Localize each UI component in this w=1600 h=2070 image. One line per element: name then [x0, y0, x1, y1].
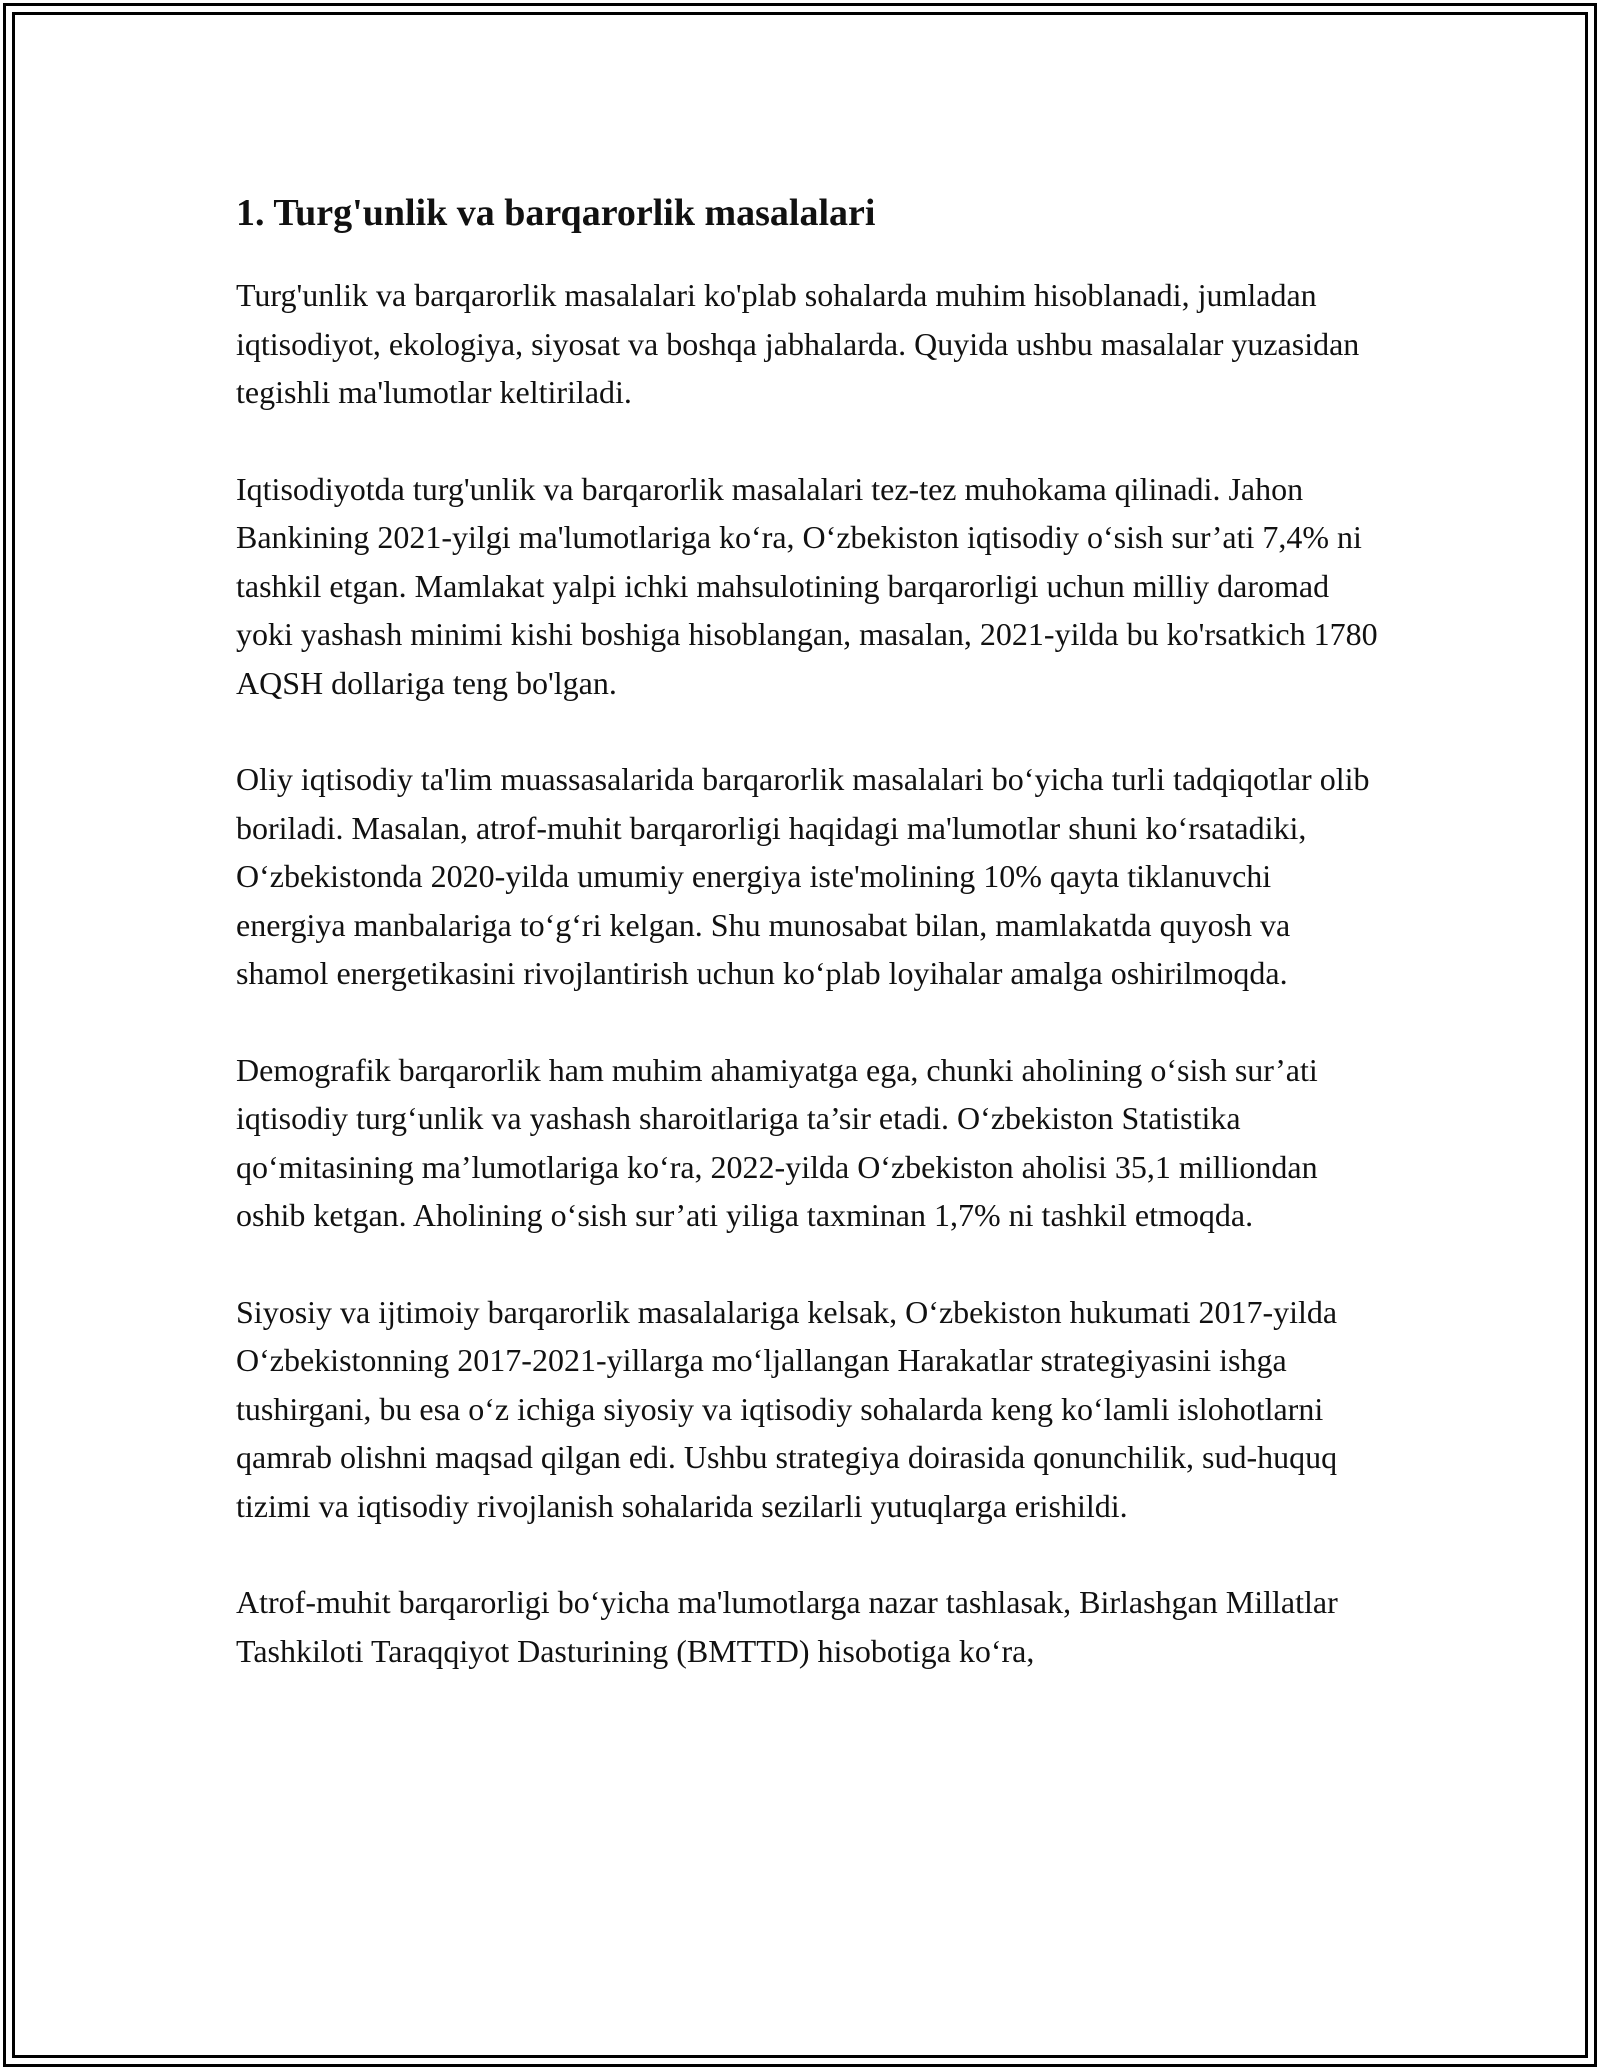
- paragraph-environment-undp: Atrof-muhit barqarorligi bo‘yicha ma'lumotlarga nazar tashlasak, Birlashgan Millatlar Tashkiloti Taraqqiyot Dasturining (BMTTD) hisobotiga ko‘ra,: [236, 1584, 1338, 1669]
- document-body: [236, 185, 1386, 1723]
- paragraph-economy: Iqtisodiyotda turg'unlik va barqarorlik masalalari tez-tez muhokama qilinadi. Jahon Bankining 2021-yilgi ma'lumotlariga ko‘ra, O‘zbekiston iqtisodiy o‘sish sur’ati 7,4% ni tashkil etgan. Mamlakat yalpi ichki mahsulotining barqarorligi uchun milliy daromad yoki yashash minimi kishi boshiga hisoblangan, masalan, 2021-yilda bu ko'rsatkich 1780 AQSH dollariga teng bo'lgan.: [236, 470, 1378, 701]
- paragraph-intro: Turg'unlik va barqarorlik masalalari ko'plab sohalarda muhim hisoblanadi, jumladan iqtisodiyot, ekologiya, siyosat va boshqa jabhalarda. Quyida ushbu masalalar yuzasidan tegishli ma'lumotlar keltiriladi.: [236, 277, 1360, 410]
- paragraph-demography: Demografik barqarorlik ham muhim ahamiyatga ega, chunki aholining o‘sish sur’ati iqtisodiy turg‘unlik va yashash sharoitlariga ta’sir etadi. O‘zbekiston Statistika qo‘mitasining ma’lumotlariga ko‘ra, 2022-yilda O‘zbekiston aholisi 35,1 milliondan oshib ketgan. Aholining o‘sish sur’ati yiliga taxminan 1,7% ni tashkil etmoqda.: [236, 1051, 1318, 1233]
- section-heading: 1. Turg'unlik va barqarorlik masalalari: [236, 192, 876, 234]
- paragraph-environment-research: Oliy iqtisodiy ta'lim muassasalarida barqarorlik masalalari bo‘yicha turli tadqiqotlar olib boriladi. Masalan, atrof-muhit barqarorligi haqidagi ma'lumotlar shuni ko‘rsatadiki, O‘zbekistonda 2020-yilda umumiy energiya iste'molining 10% qayta tiklanuvchi energiya manbalariga to‘g‘ri kelgan. Shu munosabat bilan, mamlakatda quyosh va shamol energetikasini rivojlantirish uchun ko‘plab loyihalar amalga oshirilmoqda.: [236, 761, 1370, 991]
- paragraph-politics: Siyosiy va ijtimoiy barqarorlik masalalariga kelsak, O‘zbekiston hukumati 2017-yilda O‘zbekistonning 2017-2021-yillarga mo‘ljallangan Harakatlar strategiyasini ishga tushirgani, bu esa o‘z ichiga siyosiy va iqtisodiy sohalarda keng ko‘lamli islohotlarni qamrab olishni maqsad qilgan edi. Ushbu strategiya doirasida qonunchilik, sud-huquq tizimi va iqtisodiy rivojlanish sohalarida sezilarli yutuqlarga erishildi.: [236, 1293, 1338, 1524]
